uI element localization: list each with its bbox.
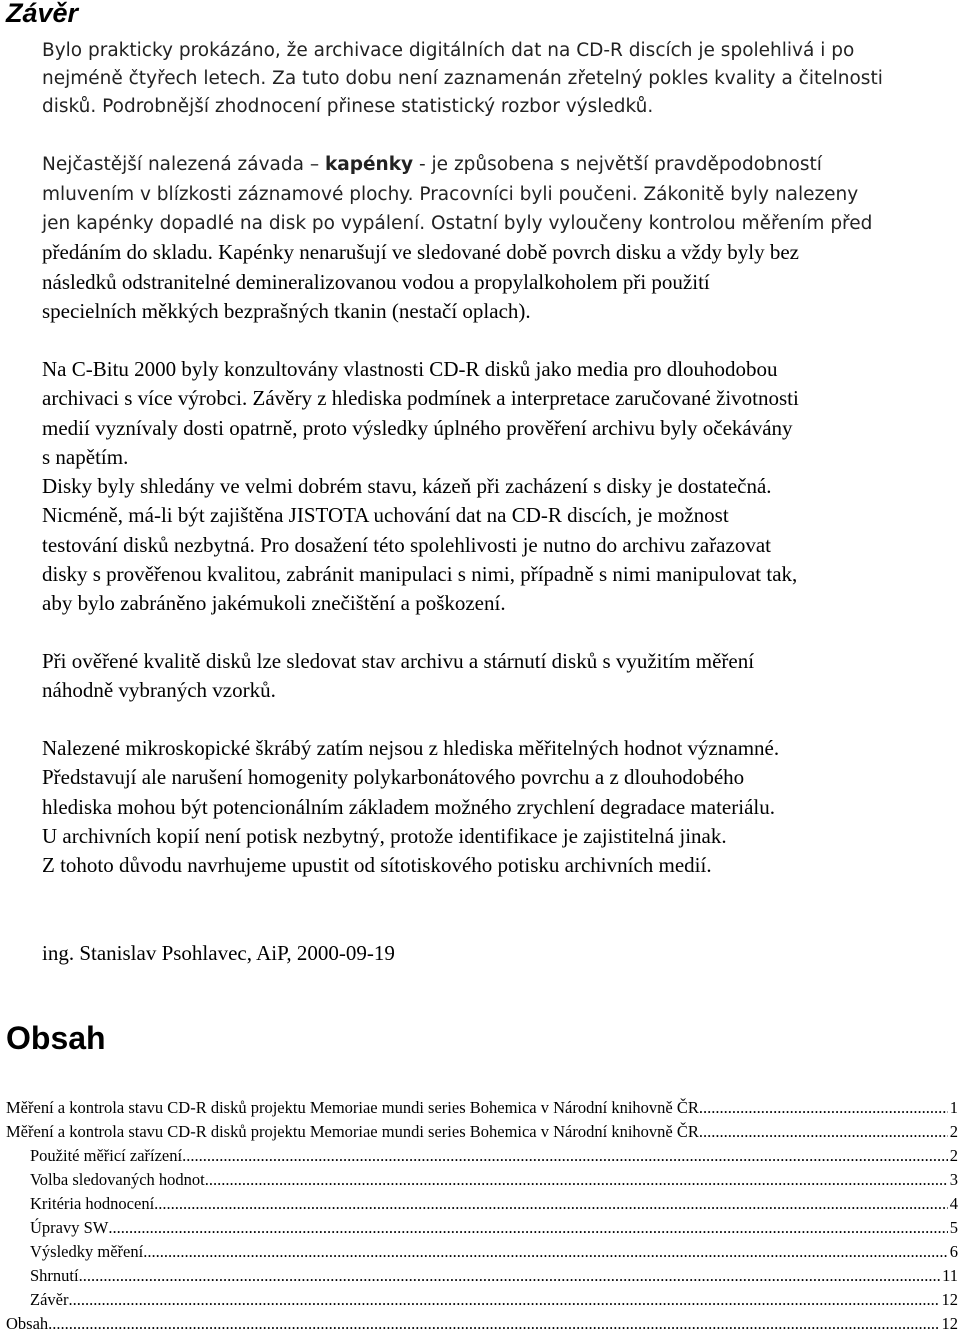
toc-leader bbox=[48, 1313, 939, 1335]
toc-title: Kritéria hodnocení bbox=[30, 1194, 155, 1213]
text: - je způsobena s největší pravděpodobností bbox=[413, 154, 822, 175]
toc-leader bbox=[154, 1193, 948, 1215]
paragraph-3-line: Na C-Bitu 2000 byly konzultovány vlastnosti CD-R disků jako media pro dlouhodobou bbox=[42, 357, 778, 381]
toc-title: Použité měřicí zařízení bbox=[30, 1146, 183, 1165]
toc-title: Měření a kontrola stavu CD-R disků projektu Memoriae mundi series Bohemica v Národní knihovně ČR bbox=[6, 1098, 699, 1117]
paragraph-1-line: disků. Podrobnější zhodnocení přinese statistický rozbor výsledků. bbox=[42, 96, 654, 117]
toc-title: Shrnutí bbox=[30, 1266, 79, 1285]
paragraph-1-line: Bylo prakticky prokázáno, že archivace digitálních dat na CD-R discích je spolehlivá i po bbox=[42, 40, 855, 61]
text: Nejčastější nalezená závada – bbox=[42, 154, 325, 175]
paragraph-4-line: náhodně vybraných vzorků. bbox=[42, 678, 276, 702]
bold-term: kapénky bbox=[324, 154, 414, 175]
toc-leader bbox=[79, 1265, 941, 1287]
toc-entry[interactable] bbox=[6, 1121, 958, 1143]
paragraph-3-line: aby bylo zabráněno jakémukoli znečištění a poškození. bbox=[42, 591, 506, 615]
paragraph-2-line: předáním do skladu. Kapénky nenarušují ve sledované době povrch disku a vždy byly bez bbox=[42, 240, 799, 264]
paragraph-2-line bbox=[42, 150, 822, 179]
paragraph-2-line: specielních měkkých bezprašných tkanin (nestačí oplach). bbox=[42, 299, 531, 323]
signature: ing. Stanislav Psohlavec, AiP, 2000-09-19 bbox=[42, 941, 395, 965]
toc-page: 4 bbox=[949, 1194, 958, 1213]
paragraph-3-line: Nicméně, má-li být zajištěna JISTOTA uchování dat na CD-R discích, je možnost bbox=[42, 503, 729, 527]
paragraph-3-line: Disky byly shledány ve velmi dobrém stavu, kázeň při zacházení s disky je dostatečná. bbox=[42, 474, 772, 498]
toc-title: Obsah bbox=[6, 1314, 49, 1333]
paragraph-4-line: Při ověřené kvalitě disků lze sledovat stav archivu a stárnutí disků s využitím měření bbox=[42, 649, 755, 673]
toc-page: 12 bbox=[941, 1314, 958, 1333]
toc-entry[interactable] bbox=[30, 1169, 958, 1191]
paragraph-5-line: hlediska mohou být potencionálním základem možného zrychlení degradace materiálu. bbox=[42, 795, 775, 819]
toc-page: 12 bbox=[941, 1290, 958, 1309]
paragraph-1-line: nejméně čtyřech letech. Za tuto dobu není zaznamenán zřetelný pokles kvality a čitelnosti bbox=[42, 68, 883, 89]
heading-obsah: Obsah bbox=[6, 1020, 106, 1056]
toc-entry[interactable] bbox=[30, 1241, 958, 1263]
toc-page: 3 bbox=[949, 1170, 958, 1189]
toc-title: Měření a kontrola stavu CD-R disků projektu Memoriae mundi series Bohemica v Národní knihovně ČR bbox=[6, 1122, 699, 1141]
toc-title: Výsledky měření bbox=[30, 1242, 144, 1261]
paragraph-3-line: archivaci s více výrobci. Závěry z hlediska podmínek a interpretace zaručované životnosti bbox=[42, 386, 799, 410]
toc-entry[interactable] bbox=[30, 1145, 958, 1167]
toc-leader bbox=[108, 1217, 947, 1239]
paragraph-5-line: Představují ale narušení homogenity polykarbonátového povrchu a z dlouhodobého bbox=[42, 765, 745, 789]
paragraph-5-line: Z tohoto důvodu navrhujeme upustit od sítotiskového potisku archivních medií. bbox=[42, 853, 712, 877]
heading-zaver: Závěr bbox=[6, 0, 79, 28]
toc-page: 2 bbox=[949, 1122, 958, 1141]
toc-entry[interactable] bbox=[30, 1265, 958, 1287]
toc-title: Úpravy SW bbox=[30, 1218, 109, 1237]
toc-entry[interactable] bbox=[6, 1313, 958, 1335]
paragraph-3-line: medií vyznívaly dosti opatrně, proto výsledky úplného prověření archivu byly očekávány bbox=[42, 416, 793, 440]
toc-leader bbox=[205, 1169, 948, 1191]
toc-entry[interactable] bbox=[30, 1289, 958, 1311]
paragraph-5-line: Nalezené mikroskopické škrábý zatím nejsou z hlediska měřitelných hodnot významné. bbox=[42, 736, 780, 760]
toc-leader bbox=[143, 1241, 948, 1263]
paragraph-2-line: jen kapénky dopadlé na disk po vypálení. Ostatní byly vyloučeny kontrolou měřením před bbox=[42, 213, 873, 234]
toc-entry[interactable] bbox=[30, 1217, 958, 1239]
toc-entry[interactable] bbox=[30, 1193, 958, 1215]
paragraph-3-line: testování disků nezbytná. Pro dosažení této spolehlivosti je nutno do archivu zařazovat bbox=[42, 533, 771, 557]
toc-page: 6 bbox=[949, 1242, 958, 1261]
paragraph-5-line: U archivních kopií není potisk nezbytný, protože identifikace je zajistitelná jinak. bbox=[42, 824, 727, 848]
paragraph-3-line: disky s prověřenou kvalitou, zabránit manipulaci s nimi, případně s nimi manipulovat tak, bbox=[42, 562, 798, 586]
paragraph-3-line: s napětím. bbox=[42, 445, 129, 469]
paragraph-2-line: následků odstranitelné demineralizovanou vodou a propylalkoholem při použití bbox=[42, 270, 710, 294]
toc-entry[interactable] bbox=[6, 1097, 958, 1119]
toc-page: 1 bbox=[949, 1098, 958, 1117]
toc-leader bbox=[699, 1121, 948, 1143]
paragraph-2-line: mluvením v blízkosti záznamové plochy. Pracovníci byli poučeni. Zákonitě byly nalezeny bbox=[42, 184, 859, 205]
toc-page: 5 bbox=[949, 1218, 958, 1237]
toc-title: Volba sledovaných hodnot bbox=[30, 1170, 205, 1189]
toc-leader bbox=[182, 1145, 948, 1167]
toc-leader bbox=[68, 1289, 939, 1311]
toc-leader bbox=[699, 1097, 948, 1119]
toc-title: Závěr bbox=[30, 1290, 69, 1309]
toc-page: 11 bbox=[942, 1266, 958, 1285]
toc-page: 2 bbox=[949, 1146, 958, 1165]
